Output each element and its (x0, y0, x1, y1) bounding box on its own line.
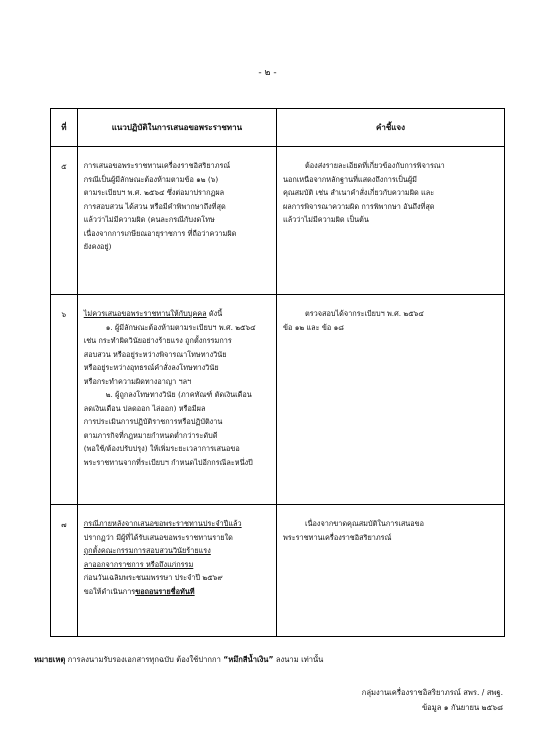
explanation-text: เนื่องจากขาดคุณสมบัติในการเสนอขอ พระราชทานเครื่องราชอิสริยาภรณ์ (283, 519, 425, 542)
table-row (51, 295, 505, 505)
remark-note: หมายเหตุ การลงนามรับรองเอกสารทุกฉบับ ต้องใช้ปากกา “หมึกสีน้ำเงิน” ลงนาม เท่านั้น (34, 655, 324, 664)
row-number: ๖ (61, 310, 67, 319)
explanation-text: ตรวจสอบได้จากระเบียบฯ พ.ศ. ๒๕๖๔ ข้อ ๑๒ และ ข้อ ๑๘ (283, 309, 424, 332)
table-header-row (51, 109, 505, 147)
remark-label: หมายเหตุ (34, 655, 66, 664)
blue-ink-emphasis: “หมึกสีน้ำเงิน” (223, 655, 274, 664)
guideline-table (50, 108, 505, 637)
header-no: ที่ (51, 109, 78, 147)
table-row (51, 505, 505, 637)
row-number: ๕ (61, 162, 67, 171)
guideline-text: การเสนอขอพระราชทานเครื่องราชอิสริยาภรณ์ กรณีเป็นผู้มีลักษณะต้องห้ามตามข้อ ๑๒ (๖) ตามระเบียบฯ พ.ศ. ๒๕๖๔ ซึ่งต่อมาปรากฏผล การสอบสวน ได้สวน หรือมีคำพิพากษาถึงที่สุด แล้วว่าไม่มีความผิด (คนละกรณีกับงดโทษ เนื่องจากการเกษียณอายุราชการ ที่ถือว่าความผิด ยังคงอยู่) (83, 161, 237, 251)
footer-date: ข้อมูล ๑ กันยายน ๒๕๖๘ (421, 703, 503, 712)
page-number: - ๒ - (258, 68, 277, 78)
footer-unit: กลุ่มงานเครื่องราชอิสริยาภรณ์ สพร. / สพฐ. (361, 688, 503, 697)
table-row (51, 147, 505, 295)
explanation-text: ต้องส่งรายละเอียดที่เกี่ยวข้องกับการพิจารณา นอกเหนือจากหลักฐานที่แสดงถึงการเป็นผู้มี คุณสมบัติ เช่น สำเนาคำสั่งเกี่ยวกับความผิด และ ผลการพิจารณาความผิด การพิพากษา อันถึงที่สุด แล้วว่าไม่มีความผิด เป็นต้น (283, 161, 445, 224)
header-explanation: คำชี้แจง (277, 109, 505, 147)
row-number: ๗ (61, 520, 67, 529)
guideline-text: กรณีภายหลังจากเสนอขอพระราชทานประจำปีแล้ว ปรากฏว่า มีผู้ที่ได้รับเสนอขอพระราชทานรายใด ถูกตั้งคณะกรรมการสอบสวนวินัยร้ายแรง ลาออกจากราชการ หรือถึงแก่กรรม ก่อนวันเฉลิมพระชนมพรรษา ประจำปี ๒๕๖๙ ขอให้ดำเนินการขอถอนรายชื่อทันที (83, 519, 242, 596)
guideline-title: ไม่ควรเสนอขอพระราชทานให้กับบุคคล (83, 309, 207, 318)
header-guideline: แนวปฏิบัติในการเสนอขอพระราชทาน (77, 109, 276, 147)
guideline-text: ไม่ควรเสนอขอพระราชทานให้กับบุคคล ดังนี้ ๑. ผู้มีลักษณะต้องห้ามตามระเบียบฯ พ.ศ. ๒๕๖๔ เช่น กระทำผิดวินัยอย่างร้ายแรง ถูกตั้งกรรมการ สอบสวน หรืออยู่ระหว่างพิจารณาโทษทางวินัย หรืออยู่ระหว่างอุทธรณ์คำสั่งลงโทษทางวินัย หรือกระทำความผิดทางอาญา ฯลฯ ๒. ผู้ถูกลงโทษทางวินัย (ภาคทัณฑ์ ตัดเงินเดือน ลดเงินเดือน ปลดออก ไล่ออก) หรือมีผล การประเมินการปฏิบัติราชการหรือปฏิบัติงาน ตามภารกิจที่กฎหมายกำหนดต่ำกว่าระดับดี (พอใช้/ต้องปรับปรุง) ให้เพิ่มระยะเวลาการเสนอขอ พระราชทานจากที่ระเบียบฯ กำหนดไปอีกกรณีละหนึ่งปี (83, 309, 256, 467)
footer (362, 685, 503, 715)
withdraw-emphasis: ขอถอนรายชื่อทันที (135, 586, 195, 596)
